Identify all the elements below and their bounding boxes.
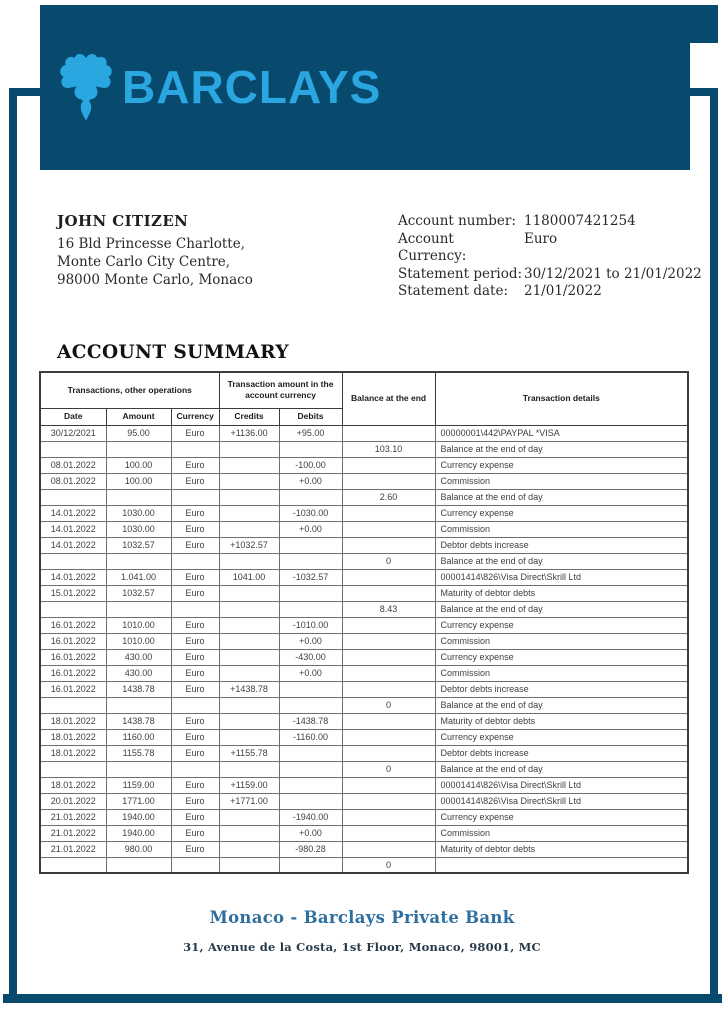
cell-debits: +0.00 [279,633,342,649]
cell-credits [219,729,279,745]
cell-currency: Euro [171,505,219,521]
cell-credits: 1041.00 [219,569,279,585]
col-header-debits: Debits [279,408,342,425]
cell-amount: 1159.00 [106,777,171,793]
cell-balance: 103.10 [342,441,435,457]
cell-balance [342,841,435,857]
cell-debits [279,585,342,601]
cell-credits: +1032.57 [219,537,279,553]
cell-details: Commission [435,633,688,649]
cell-balance [342,457,435,473]
cell-currency: Euro [171,649,219,665]
cell-amount: 95.00 [106,425,171,441]
table-row [40,761,688,777]
cell-amount: 100.00 [106,473,171,489]
table-row [40,697,688,713]
table-row [40,569,688,585]
account-holder-address-line: 16 Bld Princesse Charlotte, [57,236,245,252]
table-row [40,777,688,793]
table-row [40,585,688,601]
cell-debits [279,553,342,569]
cell-balance [342,537,435,553]
col-header-credits: Credits [219,408,279,425]
cell-debits: -980.28 [279,841,342,857]
cell-balance [342,633,435,649]
cell-currency [171,601,219,617]
cell-debits: -430.00 [279,649,342,665]
cell-balance [342,729,435,745]
statement-period-label: Statement period: [398,265,523,282]
account-holder-address-line: Monte Carlo City Centre, [57,254,231,270]
table-row [40,825,688,841]
cell-date: 08.01.2022 [40,457,106,473]
cell-date: 18.01.2022 [40,777,106,793]
cell-credits [219,457,279,473]
cell-details: 00001414\826\Visa Direct\Skrill Ltd [435,569,688,585]
cell-balance: 0 [342,553,435,569]
cell-details: Commission [435,521,688,537]
cell-details: Debtor debts increase [435,681,688,697]
account-info-block [398,213,702,301]
col-group-transactions-other-operations: Transactions, other operations [40,372,219,408]
cell-amount [106,553,171,569]
table-row [40,713,688,729]
table-group-header-row [40,372,688,408]
cell-currency [171,857,219,873]
cell-balance [342,617,435,633]
cell-balance [342,665,435,681]
cell-date [40,697,106,713]
cell-debits [279,697,342,713]
cell-currency: Euro [171,521,219,537]
cell-balance [342,521,435,537]
cell-credits [219,601,279,617]
cell-amount [106,761,171,777]
cell-balance [342,473,435,489]
cell-credits [219,473,279,489]
cell-details: 00001414\826\Visa Direct\Skrill Ltd [435,777,688,793]
cell-currency: Euro [171,585,219,601]
footer-bank-address: 31, Avenue de la Costa, 1st Floor, Monaco, 98001, MC [183,940,541,954]
cell-credits [219,665,279,681]
account-holder-name: JOHN CITIZEN [57,212,189,230]
cell-amount: 1940.00 [106,825,171,841]
cell-date [40,857,106,873]
cell-date: 18.01.2022 [40,713,106,729]
cell-currency [171,489,219,505]
cell-debits: +95.00 [279,425,342,441]
cell-date [40,441,106,457]
cell-balance: 0 [342,761,435,777]
cell-credits [219,841,279,857]
cell-currency: Euro [171,809,219,825]
cell-date: 14.01.2022 [40,521,106,537]
cell-currency: Euro [171,537,219,553]
footer-bank-name: Monaco - Barclays Private Bank [209,908,515,927]
cell-date [40,553,106,569]
table-row [40,601,688,617]
cell-debits [279,489,342,505]
cell-date: 16.01.2022 [40,665,106,681]
cell-credits [219,825,279,841]
cell-credits: +1136.00 [219,425,279,441]
cell-debits: +0.00 [279,521,342,537]
cell-amount: 1940.00 [106,809,171,825]
cell-credits: +1159.00 [219,777,279,793]
account-info-row [398,266,702,284]
cell-amount: 1030.00 [106,521,171,537]
cell-details: Currency expense [435,617,688,633]
cell-amount: 1030.00 [106,505,171,521]
account-summary-table [39,371,689,874]
barclays-eagle-icon [58,50,114,126]
cell-details: Currency expense [435,729,688,745]
table-row [40,457,688,473]
cell-credits [219,633,279,649]
cell-date [40,601,106,617]
cell-date: 16.01.2022 [40,649,106,665]
cell-balance [342,585,435,601]
account-info-row [398,283,702,301]
cell-amount: 1155.78 [106,745,171,761]
cell-amount [106,857,171,873]
cell-currency: Euro [171,793,219,809]
cell-amount: 430.00 [106,665,171,681]
cell-amount: 1771.00 [106,793,171,809]
cell-date: 21.01.2022 [40,841,106,857]
cell-details: 00000001\442\PAYPAL *VISA [435,425,688,441]
cell-currency: Euro [171,617,219,633]
cell-details: Currency expense [435,649,688,665]
cell-balance [342,745,435,761]
cell-credits [219,441,279,457]
table-row [40,505,688,521]
cell-credits [219,521,279,537]
table-row [40,857,688,873]
cell-date: 16.01.2022 [40,681,106,697]
cell-date [40,761,106,777]
cell-date: 18.01.2022 [40,745,106,761]
account-currency-label: Account Currency: [398,230,467,264]
cell-details: Commission [435,825,688,841]
cell-date: 15.01.2022 [40,585,106,601]
cell-currency: Euro [171,825,219,841]
cell-details: Currency expense [435,809,688,825]
table-row [40,537,688,553]
cell-currency: Euro [171,713,219,729]
table-row [40,745,688,761]
cell-amount: 1010.00 [106,617,171,633]
account-number-value: 1180007421254 [524,213,636,229]
table-row [40,633,688,649]
cell-balance [342,777,435,793]
col-header-date: Date [40,408,106,425]
cell-amount: 1.041.00 [106,569,171,585]
cell-currency: Euro [171,457,219,473]
cell-details: Maturity of debtor debts [435,585,688,601]
cell-credits [219,809,279,825]
cell-details: Debtor debts increase [435,537,688,553]
page-frame-right [710,88,718,1003]
account-number-label: Account number: [398,213,516,229]
table-row [40,793,688,809]
cell-details: Balance at the end of day [435,553,688,569]
cell-balance: 2.60 [342,489,435,505]
cell-details: Currency expense [435,505,688,521]
cell-debits: -1438.78 [279,713,342,729]
cell-debits [279,761,342,777]
cell-currency: Euro [171,569,219,585]
cell-credits [219,505,279,521]
col-group-transaction-amount-account-currency: Transaction amount in the account currency [219,372,342,408]
table-row [40,729,688,745]
page-frame-left [9,88,17,1003]
col-header-transaction-details: Transaction details [435,372,688,425]
cell-debits: -1030.00 [279,505,342,521]
cell-currency [171,441,219,457]
cell-debits [279,857,342,873]
header-banner [40,42,690,170]
cell-date: 21.01.2022 [40,809,106,825]
cell-credits [219,713,279,729]
cell-balance [342,569,435,585]
cell-currency: Euro [171,665,219,681]
cell-details: Balance at the end of day [435,489,688,505]
cell-debits: +0.00 [279,825,342,841]
cell-debits: +0.00 [279,473,342,489]
account-holder-address-line: 98000 Monte Carlo, Monaco [57,272,253,288]
page-frame-stub-right [686,88,718,96]
summary-table-body [40,425,688,873]
cell-amount: 1032.57 [106,537,171,553]
cell-credits [219,857,279,873]
cell-currency [171,553,219,569]
cell-details: 00001414\826\Visa Direct\Skrill Ltd [435,793,688,809]
cell-credits [219,489,279,505]
cell-date: 14.01.2022 [40,537,106,553]
cell-balance [342,425,435,441]
cell-balance [342,793,435,809]
cell-balance [342,681,435,697]
cell-balance [342,713,435,729]
cell-amount: 1438.78 [106,713,171,729]
table-row [40,649,688,665]
cell-debits: +0.00 [279,665,342,681]
table-row [40,809,688,825]
cell-debits: -1160.00 [279,729,342,745]
cell-date: 18.01.2022 [40,729,106,745]
cell-balance: 0 [342,697,435,713]
cell-credits: +1438.78 [219,681,279,697]
cell-details: Balance at the end of day [435,697,688,713]
cell-balance [342,809,435,825]
cell-debits [279,681,342,697]
account-info-row [398,213,702,231]
cell-currency: Euro [171,633,219,649]
cell-details: Maturity of debtor debts [435,841,688,857]
cell-details: Currency expense [435,457,688,473]
account-summary-title: ACCOUNT SUMMARY [57,342,289,363]
cell-credits [219,649,279,665]
cell-details [435,857,688,873]
cell-debits [279,793,342,809]
page-frame-bottom [3,994,722,1003]
cell-amount [106,489,171,505]
cell-currency: Euro [171,681,219,697]
cell-date: 20.01.2022 [40,793,106,809]
cell-balance [342,825,435,841]
cell-details: Debtor debts increase [435,745,688,761]
cell-amount: 1010.00 [106,633,171,649]
cell-details: Commission [435,473,688,489]
barclays-wordmark: BARCLAYS [122,61,382,113]
cell-date: 14.01.2022 [40,505,106,521]
col-header-amount: Amount [106,408,171,425]
cell-debits [279,745,342,761]
cell-amount: 1160.00 [106,729,171,745]
account-info-row [398,231,702,266]
cell-details: Balance at the end of day [435,441,688,457]
cell-debits [279,777,342,793]
cell-amount: 1032.57 [106,585,171,601]
cell-debits: -1010.00 [279,617,342,633]
cell-credits [219,761,279,777]
account-holder-block [57,212,253,289]
table-row [40,425,688,441]
table-row [40,665,688,681]
table-row [40,617,688,633]
table-row [40,489,688,505]
page-frame-stub-left [9,88,42,96]
cell-date: 16.01.2022 [40,617,106,633]
cell-currency [171,761,219,777]
col-header-currency: Currency [171,408,219,425]
cell-balance [342,649,435,665]
cell-debits: -100.00 [279,457,342,473]
cell-credits: +1155.78 [219,745,279,761]
cell-date: 16.01.2022 [40,633,106,649]
table-row [40,681,688,697]
table-row [40,521,688,537]
statement-date-label: Statement date: [398,283,508,299]
table-row [40,553,688,569]
statement-date-value: 21/01/2022 [524,283,602,299]
cell-amount: 1438.78 [106,681,171,697]
cell-currency: Euro [171,473,219,489]
cell-amount [106,697,171,713]
cell-debits: -1940.00 [279,809,342,825]
cell-date [40,489,106,505]
cell-amount: 430.00 [106,649,171,665]
col-header-balance-at-end: Balance at the end [342,372,435,425]
cell-currency: Euro [171,729,219,745]
cell-balance [342,505,435,521]
cell-date: 08.01.2022 [40,473,106,489]
cell-credits: +1771.00 [219,793,279,809]
cell-details: Balance at the end of day [435,761,688,777]
cell-amount: 980.00 [106,841,171,857]
cell-date: 14.01.2022 [40,569,106,585]
table-row [40,441,688,457]
cell-details: Commission [435,665,688,681]
cell-currency: Euro [171,841,219,857]
cell-details: Maturity of debtor debts [435,713,688,729]
cell-amount: 100.00 [106,457,171,473]
cell-credits [219,585,279,601]
cell-debits [279,601,342,617]
statement-period-value: 30/12/2021 to 21/01/2022 [524,265,702,282]
cell-amount [106,601,171,617]
cell-date: 21.01.2022 [40,825,106,841]
cell-currency: Euro [171,777,219,793]
cell-amount [106,441,171,457]
cell-credits [219,697,279,713]
cell-currency [171,697,219,713]
cell-date: 30/12/2021 [40,425,106,441]
cell-debits [279,537,342,553]
account-currency-value: Euro [524,230,558,247]
top-accent-bar [40,5,718,43]
cell-currency: Euro [171,425,219,441]
table-row [40,841,688,857]
cell-credits [219,617,279,633]
cell-details: Balance at the end of day [435,601,688,617]
cell-balance: 0 [342,857,435,873]
cell-debits: -1032.57 [279,569,342,585]
table-row [40,473,688,489]
cell-currency: Euro [171,745,219,761]
cell-debits [279,441,342,457]
cell-balance: 8.43 [342,601,435,617]
cell-credits [219,553,279,569]
